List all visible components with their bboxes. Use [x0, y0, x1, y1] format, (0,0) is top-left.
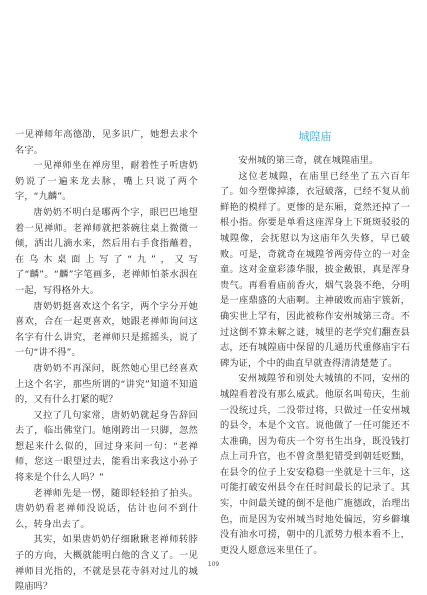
body-paragraph: 一见禅师年高德劭，见多识广，她想去求个名字。 [15, 129, 198, 156]
left-column [15, 127, 198, 595]
body-paragraph: 其实，如果唐奶奶仔细瞅瞅老禅师转脖子的方向，大概就能明白他的含义了。一见禅师目光指的，不就是昙花寺斜对过儿的城隍庙吗？ [15, 534, 198, 593]
chapter-title: 城隍庙 [298, 130, 332, 143]
body-paragraph: 一见禅师坐在禅房里，耐着性子听唐奶奶说了一遍来龙去脉，嘴上只说了两个字，“九麟”。 [15, 160, 198, 203]
right-column [220, 130, 410, 558]
body-paragraph: 唐奶奶不再深问，既然她心里已经喜欢上这个名字，那些所谓的“讲究”知道不知道的，又有什么打紧的呢？ [15, 362, 198, 406]
page-number: 109 [207, 561, 220, 568]
body-paragraph: 这位老城隍，在庙里已经坐了五六百年了。如今塑像掉漆，衣冠破落，已经不复从前鲜艳的模样了。更惨的是东厢，竟然还掉了一根小指。你要是单看这座浑身上下斑斑驳驳的城隍像，会抚慰以为这庙年久失修，早已破败。可是，奇就奇在城隍爷两旁侍立的一对金童。这对金童彩漆华服，披金戴银，真是浑身贵气。再看看庙前香火，烟气袅袅不绝，分明是一座鼎盛的大庙啊。主神破败而庙宇簇新，确实世上罕有，因此被称作安州城第三奇。不过这倒不算未解之谜，城里的老学究们翻查县志，还有城隍庙中保留的几通历代重修庙宇石碑为证，个中的曲直早就查得清清楚楚了。 [220, 170, 410, 369]
body-paragraph: 安州城的第三奇，就在城隍庙里。 [238, 155, 379, 166]
body-paragraph: 唐奶奶挺喜欢这个名字，两个字分开她喜欢，合在一起更喜欢，她跟老禅师询问这名字有什么讲究，老禅师只是摇摇头，说了一句“讲不得”。 [15, 300, 198, 359]
body-paragraph: 安州城隍爷和别处大城镇的不同，安州的城隍看着没有那么威武。他原名叫荀庆，生前一没统过兵，二没带过将，只做过一任安州城的县令，本是个文官。说他做了一任可能还不太准确，因为荀庆一个穷书生出身，既没钱打点上司升官，也不曾贪墨犯错受到朝廷贬黜，在县令的位子上安安稳稳一坐就是十三年，这可能打破安州县令在任时间最长的记录了。其实，中间最关键的倒不是他广施德政，治理出色，而是因为安州城当时地处偏远，穷乡僻壤没有油水可捞，朝中的几派势力根本看不上，更没人愿意远来里任了。 [220, 373, 410, 556]
body-paragraph: 唐奶奶不明白是哪两个字，眼巴巴地望着一见禅师。老禅师就把茶碗往桌上微微一倾，洒出几滴水来，然后用右手食指蘸着，在乌木桌面上写了“九”，又写了“麟”。“麟”字笔画多，老禅师怕茶水洇在一起，写得格外大。 [15, 206, 198, 296]
body-paragraph: 老禅师先是一愣，随即轻轻拍了拍头。唐奶奶看老禅师没说话，估计也问不到什么，转身出去了。 [15, 487, 198, 530]
body-paragraph: 又拉了几句家常，唐奶奶就起身告辞回去了，临出佛堂门。她刚跨出一只脚，忽然想起来什么似的，回过身来问一句：“老禅师，您这一眼望过去，能看出来我这小孙子将来是个什么人吗？” [15, 409, 198, 484]
